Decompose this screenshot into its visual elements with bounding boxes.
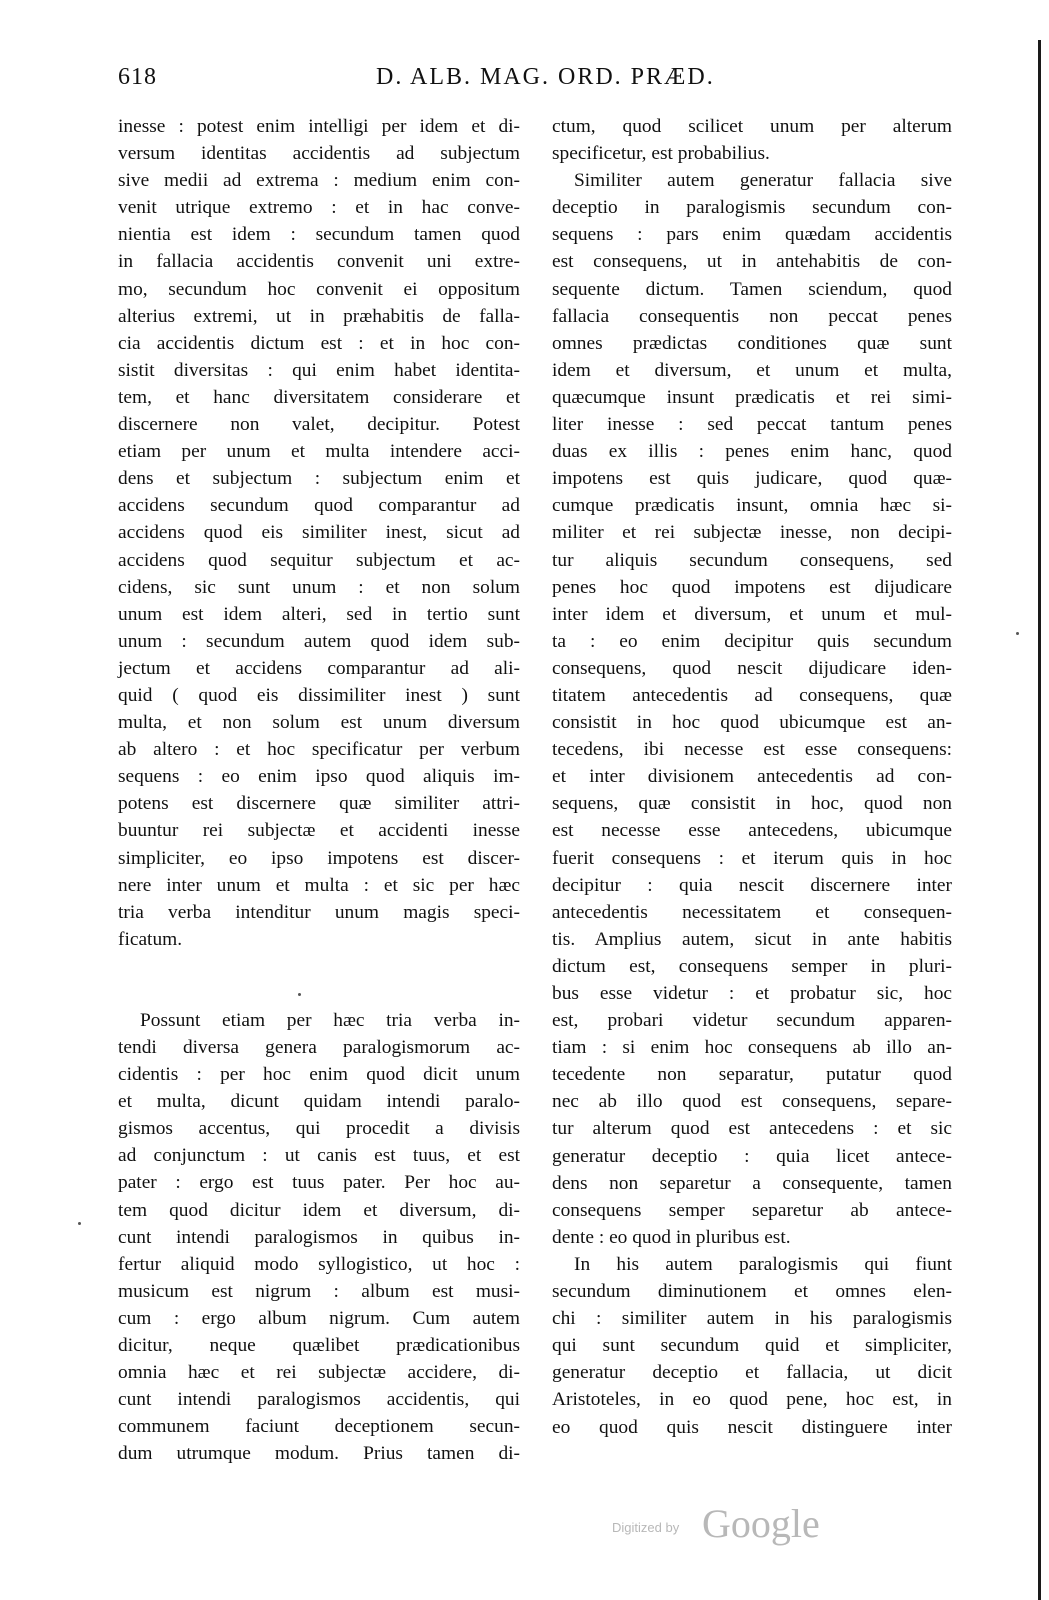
text-line: nec ab illo quod est consequens, separe- [552,1091,952,1113]
text-line: tecedente non separatur, putatur quod [552,1064,952,1086]
text-line: quid ( quod eis dissimiliter inest ) sunt [118,684,520,706]
text-line: versum identitas accidentis ad subjectum [118,143,520,165]
text-line: simpliciter, eo ipso impotens est discer- [118,847,520,869]
text-line: multa, et non solum est unum diversum [118,712,520,734]
text-line: buuntur rei subjectæ et accidenti inesse [118,820,520,842]
text-line: et inter divisionem antecedentis ad con- [552,766,952,788]
left-paragraph-1 [118,113,520,953]
text-line: tecedens, ibi necesse est esse consequens: [552,739,952,761]
text-line: gismos accentus, qui procedit a divisis [118,1118,520,1140]
text-line: ad conjunctum : ut canis est tuus, et est [118,1145,520,1167]
paragraph-gap [118,953,520,1007]
text-line: dictum est, consequens semper in pluri- [552,955,952,977]
page-number: 618 [118,64,157,90]
text-line: sequente dictum. Tamen sciendum, quod [552,278,952,300]
text-line: jectum et accidens comparantur ad ali- [118,657,520,679]
text-line: est consequens, ut in antehabitis de con- [552,251,952,273]
text-line: tur aliquis secundum consequens, sed [552,549,952,571]
text-line: venit utrique extremo : et in hac conve- [118,197,520,219]
text-line: tem, et hanc diversitatem considerare et [118,386,520,408]
text-line: generatur deceptio et fallacia, ut dicit [552,1362,952,1384]
text-line: consistit in hoc quod ubicumque est an- [552,712,952,734]
text-line: duas ex illis : penes enim hanc, quod [552,441,952,463]
text-line: penes hoc quod impotens est dijudicare [552,576,952,598]
speck-mark [298,993,301,996]
google-logo: Google [702,1501,820,1546]
text-line: titatem antecedentis ad consequens, quæ [552,684,952,706]
text-line: Possunt etiam per hæc tria verba in- [140,1009,520,1031]
text-line: tendi diversa genera paralogismorum ac- [118,1037,520,1058]
text-line: eo quod quis nescit distinguere inter [552,1416,952,1438]
text-line: et multa, dicunt quidam intendi paralo- [118,1091,520,1113]
text-line: Aristoteles, in eo quod pene, hoc est, in [552,1389,952,1411]
text-line: tis. Amplius autem, sicut in ante habitis [552,928,952,950]
speck-mark [78,1222,81,1225]
text-line: dens non separetur a consequente, tamen [552,1172,952,1194]
text-line: est, probari videtur secundum apparen- [552,1010,952,1032]
text-line: tem quod dicitur idem et diversum, di- [118,1199,520,1221]
text-line: dicitur, neque quælibet prædicationibus [118,1335,520,1357]
text-line: omnes prædictas conditiones quæ sunt [552,332,952,354]
text-line: Similiter autem generatur fallacia sive [574,170,952,192]
text-line: mo, secundum hoc convenit ei oppositum [118,278,520,300]
text-line: cunt intendi paralogismos accidentis, qui [118,1389,520,1411]
text-line: In his autem paralogismis qui fiunt [574,1253,952,1275]
text-line: dum utrumque modum. Prius tamen di- [118,1443,520,1465]
running-title: D. ALB. MAG. ORD. PRÆD. [376,64,715,90]
text-line: deceptio in paralogismis secundum con- [552,197,952,219]
text-line: discernere non valet, decipitur. Potest [118,414,520,436]
text-line: est necesse esse antecedens, ubicumque [552,820,952,842]
text-line: decipitur : quia nescit discernere inter [552,874,952,896]
text-line: nere inter unum et multa : et sic per hæc [118,874,520,896]
text-line: ta : eo enim decipitur quis secundum [552,630,952,652]
page-header [118,64,948,98]
text-line: etiam per unum et multa intendere acci- [118,441,520,463]
text-line: musicum est nigrum : album est musi- [118,1280,520,1302]
text-line: accidens quod sequitur subjectum et ac- [118,549,520,571]
text-line: cidens, sic sunt unum : et non solum [118,576,520,598]
text-line: consequens, quod nescit dijudicare iden- [552,657,952,679]
text-line: sequens : pars enim quædam accidentis [552,224,952,246]
text-line: quæcumque insunt prædicatis et rei simi- [552,386,952,408]
text-line: tria verba intenditur unum magis speci- [118,901,520,923]
text-line: secundum diminutionem et omnes elen- [552,1281,952,1303]
text-line: cumque prædicatis insunt, omnia hæc si- [552,495,952,517]
text-line: ab altero : et hoc specificatur per verbum [118,739,520,761]
text-line: specificetur, est probabilius. [552,143,770,165]
text-line: militer et rei subjectæ inesse, non decipi- [552,522,952,544]
text-line: cum : ergo album nigrum. Cum autem [118,1307,520,1329]
text-line: potens est discernere quæ similiter attri- [118,793,520,815]
right-paragraph-1 [552,113,952,167]
text-line: sistit diversitas : qui enim habet identita- [118,359,520,381]
text-line: pater : ergo est tuus pater. Per hoc au- [118,1172,520,1194]
text-line: bus esse videtur : et probatur sic, hoc [552,983,952,1004]
text-line: accidens secundum quod comparantur ad [118,495,520,517]
text-line: dens et subjectum : subjectum enim et [118,468,520,490]
text-line: sive medii ad extrema : medium enim con- [118,170,520,192]
page-edge-line [1038,40,1041,1600]
text-line: unum : secundum autem quod idem sub- [118,630,520,652]
text-line: nientia est idem : secundum tamen quod [118,224,520,246]
text-line: antecedentis necessitatem et consequen- [552,901,952,923]
text-line: sequens : eo enim ipso quod aliquis im- [118,766,520,788]
text-line: omnia hæc et rei subjectæ accidere, di- [118,1362,520,1384]
text-line: cunt intendi paralogismos in quibus in- [118,1226,520,1248]
text-line: impotens est quis judicare, quod quæ- [552,468,952,490]
text-line: tiam : si enim hoc consequens ab illo an- [552,1037,952,1059]
text-line: idem et diversum, et unum et multa, [552,359,952,381]
left-paragraph-2 [118,1007,520,1468]
text-line: sequens, quæ consistit in hoc, quod non [552,793,952,815]
text-line: communem faciunt deceptionem secun- [118,1416,520,1438]
right-paragraph-3 [552,1251,952,1441]
text-line: tur alterum quod est antecedens : et sic [552,1118,952,1140]
text-line: inesse : potest enim intelligi per idem et di- [118,116,520,137]
text-line: alterius extremi, ut in præhabitis de falla- [118,305,520,327]
text-line: consequens semper separetur ab antece- [552,1199,952,1221]
text-line: generatur deceptio : quia licet antece- [552,1145,952,1167]
text-line: qui sunt secundum quid et simpliciter, [552,1335,952,1357]
text-line: inter idem et diversum, et unum et mul- [552,603,952,625]
speck-mark [1016,632,1019,635]
text-line: dente : eo quod in pluribus est. [552,1226,791,1248]
left-column [118,113,520,1468]
text-line: ficatum. [118,928,183,950]
text-line: fallacia consequentis non peccat penes [552,305,952,327]
digitization-watermark [612,1500,872,1550]
text-line: in fallacia accidentis convenit uni extre- [118,251,520,273]
text-line: cidentis : per hoc enim quod dicit unum [118,1064,520,1086]
right-paragraph-2 [552,167,952,1251]
digitized-by-text: Digitized by [612,1520,680,1535]
text-line: fertur aliquid modo syllogistico, ut hoc : [118,1253,520,1275]
right-column [552,113,952,1441]
text-line: accidens quod eis similiter inest, sicut ad [118,522,520,544]
text-line: cia accidentis dictum est : et in hoc con- [118,332,520,354]
text-line: unum est idem alteri, sed in tertio sunt [118,603,520,625]
text-line: ctum, quod scilicet unum per alterum [552,116,952,137]
text-line: liter inesse : sed peccat tantum penes [552,414,952,436]
text-line: chi : similiter autem in his paralogismis [552,1308,952,1330]
text-line: fuerit consequens : et iterum quis in hoc [552,847,952,869]
